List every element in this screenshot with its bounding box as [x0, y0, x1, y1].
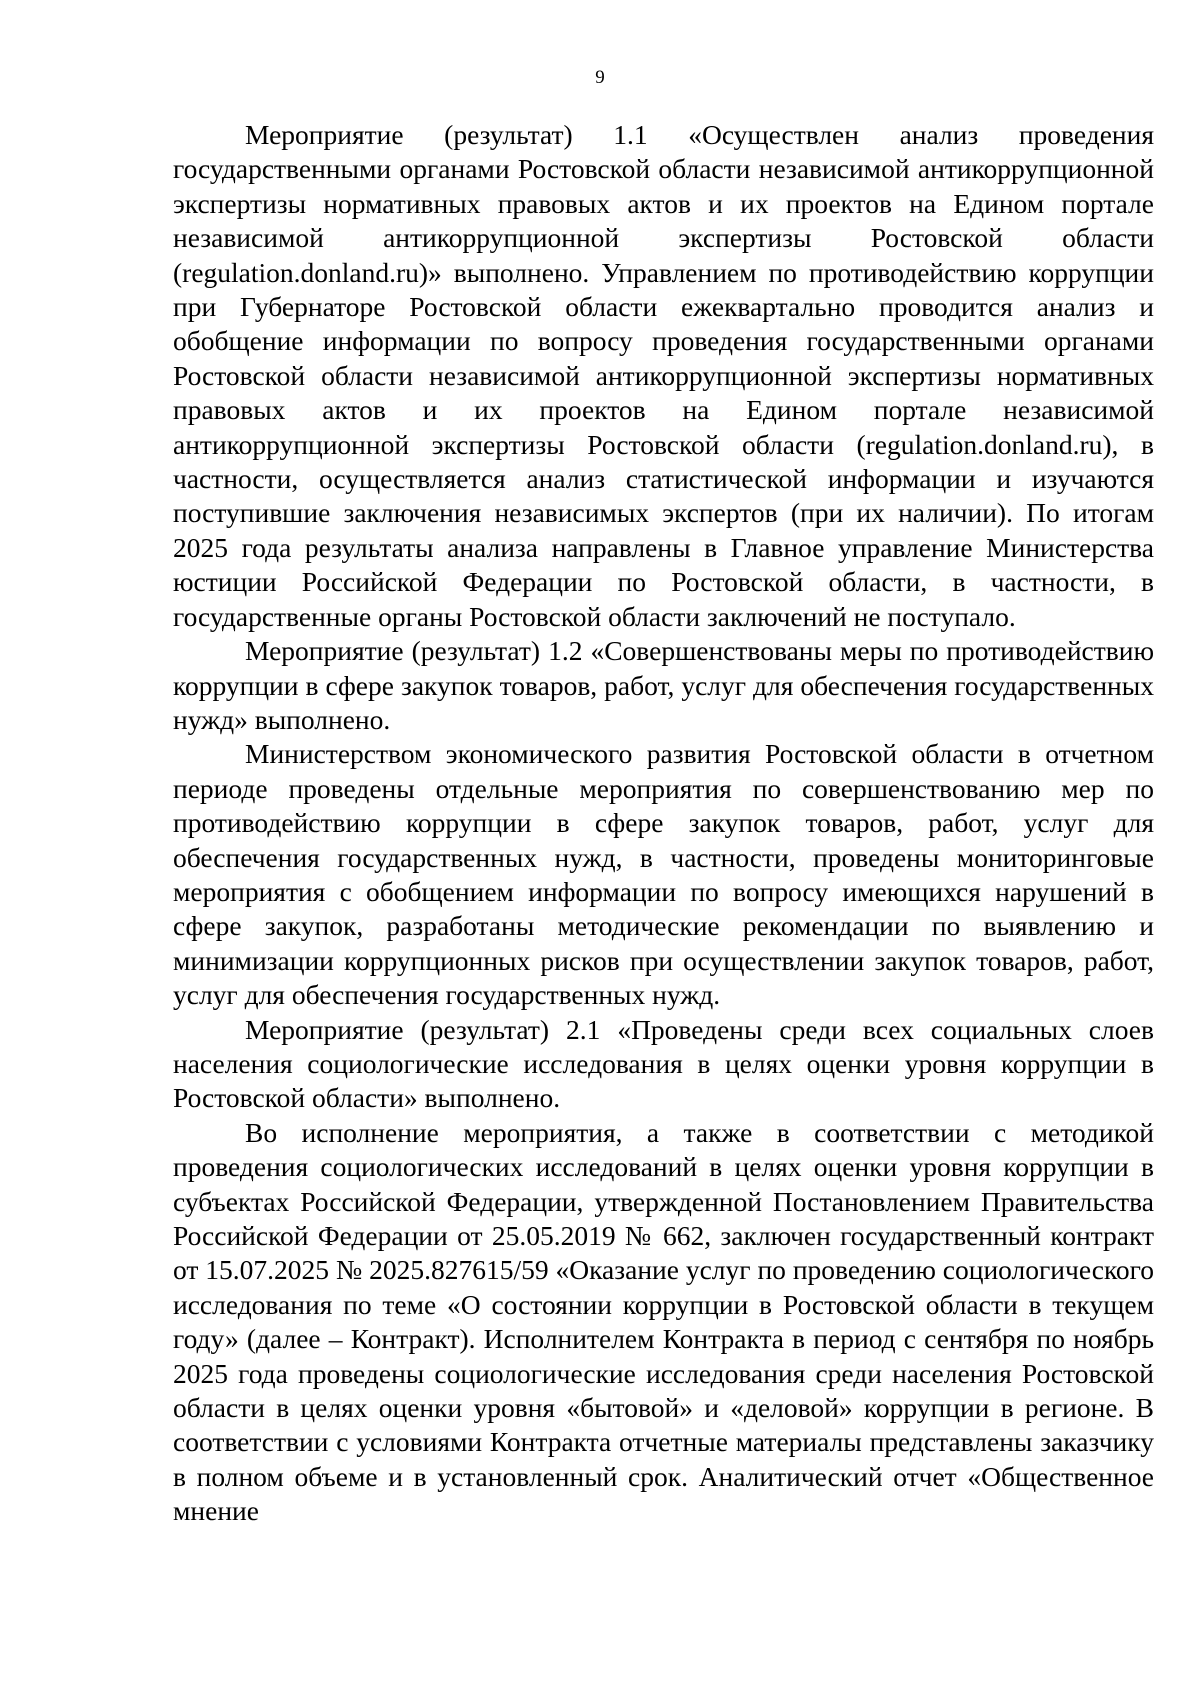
paragraph-measure-2-1: Мероприятие (результат) 2.1 «Проведены среди всех социальных слоев населения социологические исследования в целях оценки уровня коррупции в Ростовской области» выполнено.: [173, 1013, 1154, 1114]
page-number: 9: [595, 67, 605, 88]
paragraph-measure-1-2: Мероприятие (результат) 1.2 «Совершенствованы меры по противодействию коррупции в сфере закупок товаров, работ, услуг для обеспечения государственных нужд» выполнено.: [173, 635, 1154, 735]
paragraph-contract-execution: Во исполнение мероприятия, а также в соответствии с методикой проведения социологических исследований в целях оценки уровня коррупции в субъектах Российской Федерации, утвержденной Постановлением Правительства Российской Федерации от 25.05.2019 № 662, заключен государственный контракт от 15.07.2025 № 2025.827615/59 «Оказание услуг по проведению социологического исследования по теме «О состоянии коррупции в Ростовской области в текущем году» (далее – Контракт). Исполнителем Контракта в период с сентября по ноябрь 2025 года проведены социологические исследования среди населения Ростовской области в целях оценки уровня «бытовой» и «деловой» коррупции в регионе. В соответствии с условиями Контракта отчетные материалы представлены заказчику в полном объеме и в установленный срок. Аналитический отчет «Общественное мнение: [173, 1116, 1154, 1527]
paragraph-ministry-economic-development: Министерством экономического развития Ростовской области в отчетном периоде проведены отдельные мероприятия по совершенствованию мер по противодействию коррупции в сфере закупок товаров, работ, услуг для обеспечения государственных нужд, в частности, проведены мониторинговые мероприятия с обобщением информации по вопросу имеющихся нарушений в сфере закупок, разработаны методические рекомендации по выявлению и минимизации коррупционных рисков при осуществлении закупок товаров, работ, услуг для обеспечения государственных нужд.: [173, 738, 1154, 1011]
document-body: [173, 118, 1154, 1529]
paragraph-measure-1-1: Мероприятие (результат) 1.1 «Осуществлен анализ проведения государственными органами Ростовской области независимой антикоррупционной экспертизы нормативных правовых актов и их проектов на Едином портале независимой антикоррупционной экспертизы Ростовской области (regulation.donland.ru)» выполнено. Управлением по противодействию коррупции при Губернаторе Ростовской области ежеквартально проводится анализ и обобщение информации по вопросу проведения государственными органами Ростовской области независимой антикоррупционной экспертизы нормативных правовых актов и их проектов на Едином портале независимой антикоррупционной экспертизы Ростовской области (regulation.donland.ru), в частности, осуществляется анализ статистической информации и изучаются поступившие заключения независимых экспертов (при их наличии). По итогам 2025 года результаты анализа направлены в Главное управление Министерства юстиции Российской Федерации по Ростовской области, в частности, в государственные органы Ростовской области заключений не поступало.: [173, 119, 1154, 632]
